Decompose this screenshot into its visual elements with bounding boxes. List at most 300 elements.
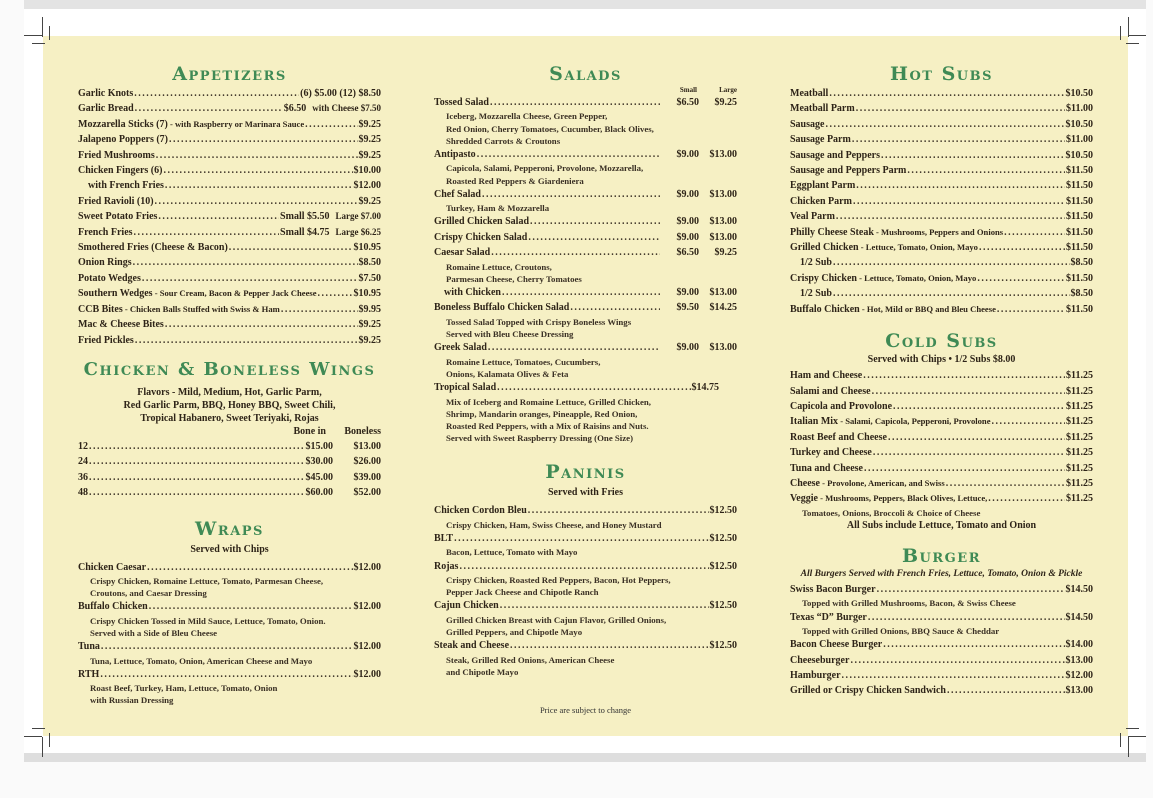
item-price: $11.25 [1066,477,1093,489]
item-name-text: Rojas [434,560,459,572]
price-small: $9.50 [676,302,699,314]
item-name-text: Turkey and Cheese [790,447,872,459]
menu-item-row [790,225,1093,240]
item-price: $10.95 [353,288,381,300]
item-name-text: Meatball [790,88,829,99]
item-price: $14.75 [691,382,719,394]
dot-leader [530,214,660,229]
menu-item-row [78,470,381,485]
menu-item-row [434,245,737,260]
menu-item-row [78,255,381,270]
burger-list [790,582,1093,699]
item-price: $14.50 [1065,611,1093,623]
item-price: $11.25 [1066,447,1093,459]
item-name [790,86,828,101]
dot-leader [229,240,353,255]
section-title-paninis: Paninis [545,461,626,484]
item-price: $8.50 [358,257,381,269]
item-name-text: Chicken Fingers (6) [78,165,163,177]
item-name-text: Southern Wedges [78,288,153,300]
item-name [790,683,946,698]
menu-item-row [78,209,381,224]
dot-leader [872,384,1065,399]
item-description: Romaine Lettuce, Tomatoes, Cucumbers, [446,356,601,367]
item-price: $12.00 [1065,669,1093,681]
item-name [88,178,164,193]
price-bone-in: $60.00 [305,487,333,499]
item-name [800,255,832,270]
item-name [790,240,978,255]
item-description: and Chipotle Mayo [446,666,519,677]
col-small: Small [679,86,697,94]
item-name-text: Cajun Chicken [434,600,499,612]
menu-item-row [790,148,1093,163]
item-price: $12.50 [709,505,737,517]
dot-leader [101,639,353,654]
dot-leader [89,470,305,485]
item-price: $11.25 [1066,493,1093,505]
item-price-extra: Large $6.25 [335,226,381,237]
item-description: Mix of Iceberg and Romaine Lettuce, Grilled Chicken, [446,396,651,407]
item-name [790,476,945,491]
item-description: Croutons, and Caesar Dressing [90,588,207,599]
menu-item-row [78,286,381,301]
menu-item-row [790,255,1093,270]
item-name [78,225,133,240]
item-name [78,240,228,255]
dot-leader [856,178,1065,193]
item-name-text: Caesar Salad [434,247,491,259]
item-name [790,430,887,445]
item-description: Romaine Lettuce, Croutons, [446,261,552,272]
item-name-text: Sausage [790,118,825,130]
dot-leader [490,95,660,110]
item-name [434,147,476,162]
item-name [790,610,867,625]
item-name-text: Tropical Salad [434,382,497,394]
item-price: $9.95 [358,303,381,315]
menu-item-row [790,86,1093,101]
item-name-text: Garlic Knots [78,88,134,99]
item-price: $11.00 [1066,134,1093,146]
dot-leader [500,598,709,613]
dot-leader [1004,225,1065,240]
item-description: Roast Beef, Turkey, Ham, Lettuce, Tomato, Onion [90,683,278,694]
item-name-text: Swiss Bacon Burger [790,583,876,595]
item-price: Small $4.75 [280,226,330,238]
dot-leader [488,340,660,355]
menu-item-row [790,271,1093,286]
item-price: $11.50 [1066,303,1093,315]
item-name-text: Jalapeno Poppers (7) [78,134,168,146]
menu-item-row [78,317,381,332]
col-bone-in: Bone in [293,425,326,437]
price-small: $9.00 [676,287,699,299]
menu-column-right [790,36,1093,699]
menu-item-row [434,340,737,355]
dot-leader [979,240,1065,255]
section-title-burger: Burger [901,544,981,567]
item-name [790,178,855,193]
dot-leader [89,485,305,500]
item-name [78,560,146,575]
item-price: (6) $5.00 (12) $8.50 [300,88,381,99]
item-name-text: Veggie [790,493,818,505]
item-detail: - Hot, Mild or BBQ and Bleu Cheese [859,303,996,314]
item-price: $7.50 [358,272,381,284]
menu-item-row [434,531,737,546]
dot-leader [502,285,660,300]
item-name [78,132,168,147]
item-name [790,163,906,178]
item-name [434,559,458,574]
item-name [78,439,88,454]
menu-item-row [434,187,737,202]
item-description: Roasted Red Peppers, with a Mix of Raisins and Nuts. [446,420,649,431]
dot-leader [89,454,305,469]
price-large: $9.25 [714,97,737,108]
menu-item-row [434,230,737,245]
item-description: Crispy Chicken, Ham, Swiss Cheese, and Honey Mustard [446,519,662,530]
item-name-text: Roast Beef and Cheese [790,431,887,443]
price-small: $9.00 [676,231,699,243]
viewer-bottom-band [24,753,1146,762]
menu-item-row [790,582,1093,597]
item-description: Crispy Chicken, Roasted Red Peppers, Bacon, Hot Peppers, [446,574,671,585]
paninis-list [434,503,737,678]
item-price: Small $5.50 [280,211,330,223]
menu-item-row [434,214,737,229]
menu-item-row [78,439,381,454]
price-bone-in: $45.00 [305,471,333,483]
item-price: $11.50 [1066,211,1093,223]
item-name-text: Antipasto [434,149,476,161]
item-description: Onions, Kalamata Olives & Feta [446,368,569,379]
item-name-text: Fried Ravioli (10) [78,195,154,207]
menu-item-row [434,503,737,518]
menu-item-row [78,101,381,116]
col-boneless: Boneless [344,425,381,437]
item-name-text: RTH [78,668,100,680]
item-name [434,187,481,202]
menu-item-row [790,163,1093,178]
dot-leader [850,653,1064,668]
item-description: Topped with Grilled Onions, BBQ Sauce & Cheddar [802,625,1000,636]
menu-item-row [790,683,1093,698]
item-description: Parmesan Cheese, Cherry Tomatoes [446,273,582,284]
menu-item-row [790,302,1093,317]
item-name [78,454,88,469]
item-description: Turkey, Ham & Mozzarella [446,203,550,214]
menu-item-row [78,302,381,317]
item-price: $13.00 [1065,685,1093,697]
item-name [78,286,317,301]
item-price: $12.50 [709,532,737,544]
item-price: $8.50 [1070,257,1093,269]
item-name [790,368,862,383]
item-name-text: 48 [78,487,88,499]
dot-leader [836,209,1065,224]
item-name [434,230,527,245]
menu-item-row [434,95,737,110]
wing-flavors-line-1: Flavors - Mild, Medium, Hot, Garlic Parm, [137,386,322,398]
item-name [790,194,852,209]
item-price: $9.25 [358,319,381,331]
item-price: $12.00 [353,668,381,680]
item-name [78,194,154,209]
dot-leader [459,559,708,574]
menu-item-row [78,132,381,147]
item-price: $11.25 [1066,416,1093,428]
menu-item-row [78,454,381,469]
menu-item-row [790,132,1093,147]
dot-leader [570,300,660,315]
dot-leader [134,225,280,240]
menu-item-row [790,194,1093,209]
dot-leader [833,255,1070,270]
item-description: Tomatoes, Onions, Broccoli & Choice of Cheese [802,507,981,518]
dot-leader [165,317,358,332]
dot-leader [947,683,1065,698]
item-name-text: Buffalo Chicken [790,303,860,315]
item-name-text: Tuna [78,641,100,653]
price-large: $13.00 [709,216,737,228]
item-name-text: BLT [434,532,454,544]
item-name-text: Buffalo Chicken [78,601,148,613]
item-description: Tossed Salad Topped with Crispy Boneless Wings [446,316,632,327]
dot-leader [147,560,352,575]
wraps-subtitle: Served with Chips [190,543,269,555]
wing-flavors-line-2: Red Garlic Parm, BBQ, Honey BBQ, Sweet Chili, [123,399,336,411]
section-title-wraps: Wraps [195,517,264,540]
menu-item-row [78,240,381,255]
dot-leader [482,187,660,202]
item-name-text: with Chicken [444,287,501,299]
item-name [790,491,987,506]
price-large: $9.25 [714,247,737,259]
item-detail: - Sour Cream, Bacon & Pepper Jack Cheese [152,288,317,299]
dot-leader [988,491,1065,506]
menu-item-row [790,178,1093,193]
dot-leader [497,380,690,395]
dot-leader [165,178,353,193]
menu-item-row [790,414,1093,429]
item-name [78,255,132,270]
item-name [434,598,499,613]
item-description: Shrimp, Mandarin oranges, Pineapple, Red Onion, [446,408,638,419]
dot-leader [454,531,708,546]
item-description: Served with a Side of Bleu Cheese [90,627,218,638]
dot-leader [477,147,660,162]
menu-item-row [790,476,1093,491]
item-detail: - with Raspberry or Marinara Sauce [167,118,305,129]
paninis-subtitle: Served with Fries [548,487,623,499]
menu-item-row [790,491,1093,506]
item-price: $11.00 [1066,103,1093,115]
dot-leader [992,414,1066,429]
item-name-text: Onion Rings [78,257,132,269]
item-name [434,380,496,395]
item-price: $12.00 [353,601,381,613]
dot-leader [281,302,358,317]
item-name [790,225,1003,240]
item-price: $14.50 [1065,583,1093,595]
item-name-text: Philly Cheese Steak [790,226,874,238]
item-description: Tuna, Lettuce, Tomato, Onion, American Cheese and Mayo [90,655,313,666]
item-name-text: Grilled Chicken Salad [434,216,530,228]
cold-subs-list [790,368,1093,519]
wings-column-headers [78,425,381,439]
menu-item-row [790,384,1093,399]
dot-leader [528,503,709,518]
item-price: $9.25 [358,195,381,207]
item-name [78,101,134,116]
menu-item-row [78,599,381,614]
item-name-text: French Fries [78,226,133,238]
item-name [78,163,162,178]
item-price: $11.50 [1066,226,1093,238]
dot-leader [305,117,357,132]
item-name-text: Grilled or Crispy Chicken Sandwich [790,685,946,697]
cold-subs-subtitle: Served with Chips • 1/2 Subs $8.00 [867,354,1016,366]
item-price: $8.50 [1070,288,1093,300]
price-bone-in: $30.00 [305,456,333,468]
menu-item-row [78,667,381,682]
item-price: $12.00 [353,561,381,573]
item-price: $11.50 [1066,195,1093,207]
item-price: $11.25 [1066,370,1093,382]
salads-column-headers [434,86,737,95]
price-large: $13.00 [709,342,737,354]
item-detail: - Chicken Balls Stuffed with Swiss & Ham [122,303,280,314]
item-name-text: Fried Mushrooms [78,149,155,161]
item-name-text: Chicken Cordon Bleu [434,505,527,517]
menu-item-row [790,286,1093,301]
item-name [434,638,509,653]
item-price-extra: Large $7.00 [335,211,381,222]
item-name-text: Smothered Fries (Cheese & Bacon) [78,242,228,254]
dot-leader [135,333,358,348]
item-description: with Russian Dressing [90,695,174,706]
menu-item-row [790,668,1093,683]
item-price: $10.00 [353,165,381,177]
item-name [434,300,569,315]
dot-leader [829,86,1064,101]
dot-leader [853,194,1065,209]
price-large: $13.00 [709,231,737,243]
item-detail: - Lettuce, Tomato, Onion, Mayo [858,242,978,253]
item-price: $11.25 [1066,385,1093,397]
dot-leader [881,148,1064,163]
item-name-text: Meatball Parm [790,103,855,115]
menu-item-row [78,117,381,132]
menu-item-row [434,559,737,574]
item-name-text: Sausage Parm [790,134,851,146]
item-description: Served with Sweet Raspberry Dressing (One Size) [446,433,633,444]
item-name [790,101,855,116]
item-name-text: 24 [78,456,88,468]
menu-item-row [78,86,381,101]
dot-leader [852,132,1065,147]
dot-leader [825,117,1064,132]
item-name [78,271,141,286]
item-name [790,414,991,429]
item-price: $12.50 [709,560,737,572]
price-boneless: $39.00 [353,471,381,483]
item-name-text: Tossed Salad [434,97,489,108]
item-name [800,286,832,301]
price-small: $9.00 [676,188,699,200]
item-name-text: Hamburger [790,669,841,681]
menu-item-row [434,285,737,300]
item-name [78,148,155,163]
item-price: $10.50 [1065,88,1093,99]
item-name [78,209,157,224]
item-name [78,470,88,485]
item-name-text: Italian Mix [790,416,839,428]
section-title-cold-subs: Cold Subs [885,330,998,353]
item-name-text: Sausage and Peppers [790,149,881,161]
dot-leader [163,163,352,178]
menu-item-row [790,461,1093,476]
section-title-wings: Chicken & Boneless Wings [83,358,376,380]
item-name-text: Steak and Cheese [434,640,510,652]
menu-item-row [78,639,381,654]
dot-leader [155,194,358,209]
item-name-text: Fried Pickles [78,334,134,346]
item-name [78,302,280,317]
dot-leader [149,599,353,614]
menu-item-row [790,117,1093,132]
item-detail: - Lettuce, Tomato, Onion, Mayo [856,272,977,283]
price-large: $14.25 [709,302,737,314]
item-name-text: Cheese [790,477,820,489]
dot-leader [169,132,358,147]
menu-item-row [78,148,381,163]
item-name-text: Capicola and Provolone [790,400,893,412]
dot-leader [142,271,358,286]
item-price: $11.25 [1066,431,1093,443]
item-name [790,637,882,652]
menu-column-center [434,36,737,716]
item-name-text: Texas “D” Burger [790,611,867,623]
item-price: $10.50 [1065,118,1093,130]
item-name-text: Sausage and Peppers Parm [790,165,907,177]
item-price: $10.50 [1065,149,1093,161]
item-name-text: Tuna and Cheese [790,462,863,474]
dot-leader [868,610,1065,625]
item-price-extra: with Cheese $7.50 [312,103,381,114]
item-description: Pepper Jack Cheese and Chipotle Ranch [446,587,599,598]
price-boneless: $26.00 [353,456,381,468]
item-description: Crispy Chicken Tossed in Mild Sauce, Lettuce, Tomato, Onion. [90,615,326,626]
dot-leader [907,163,1065,178]
item-description: Steak, Grilled Red Onions, American Cheese [446,654,615,665]
item-price: $11.25 [1066,400,1093,412]
price-large: $13.00 [709,149,737,161]
dot-leader [134,86,299,101]
menu-item-row [434,598,737,613]
item-description: Crispy Chicken, Romaine Lettuce, Tomato, Parmesan Cheese, [90,575,324,586]
item-name [78,117,304,132]
item-price: $11.50 [1066,165,1093,177]
dot-leader [888,430,1065,445]
dot-leader [491,245,660,260]
item-detail: - Mushrooms, Peppers, Black Olives, Lettuce, [817,493,988,504]
item-name [78,639,100,654]
item-name-text: Cheeseburger [790,654,850,666]
dot-leader [873,445,1065,460]
